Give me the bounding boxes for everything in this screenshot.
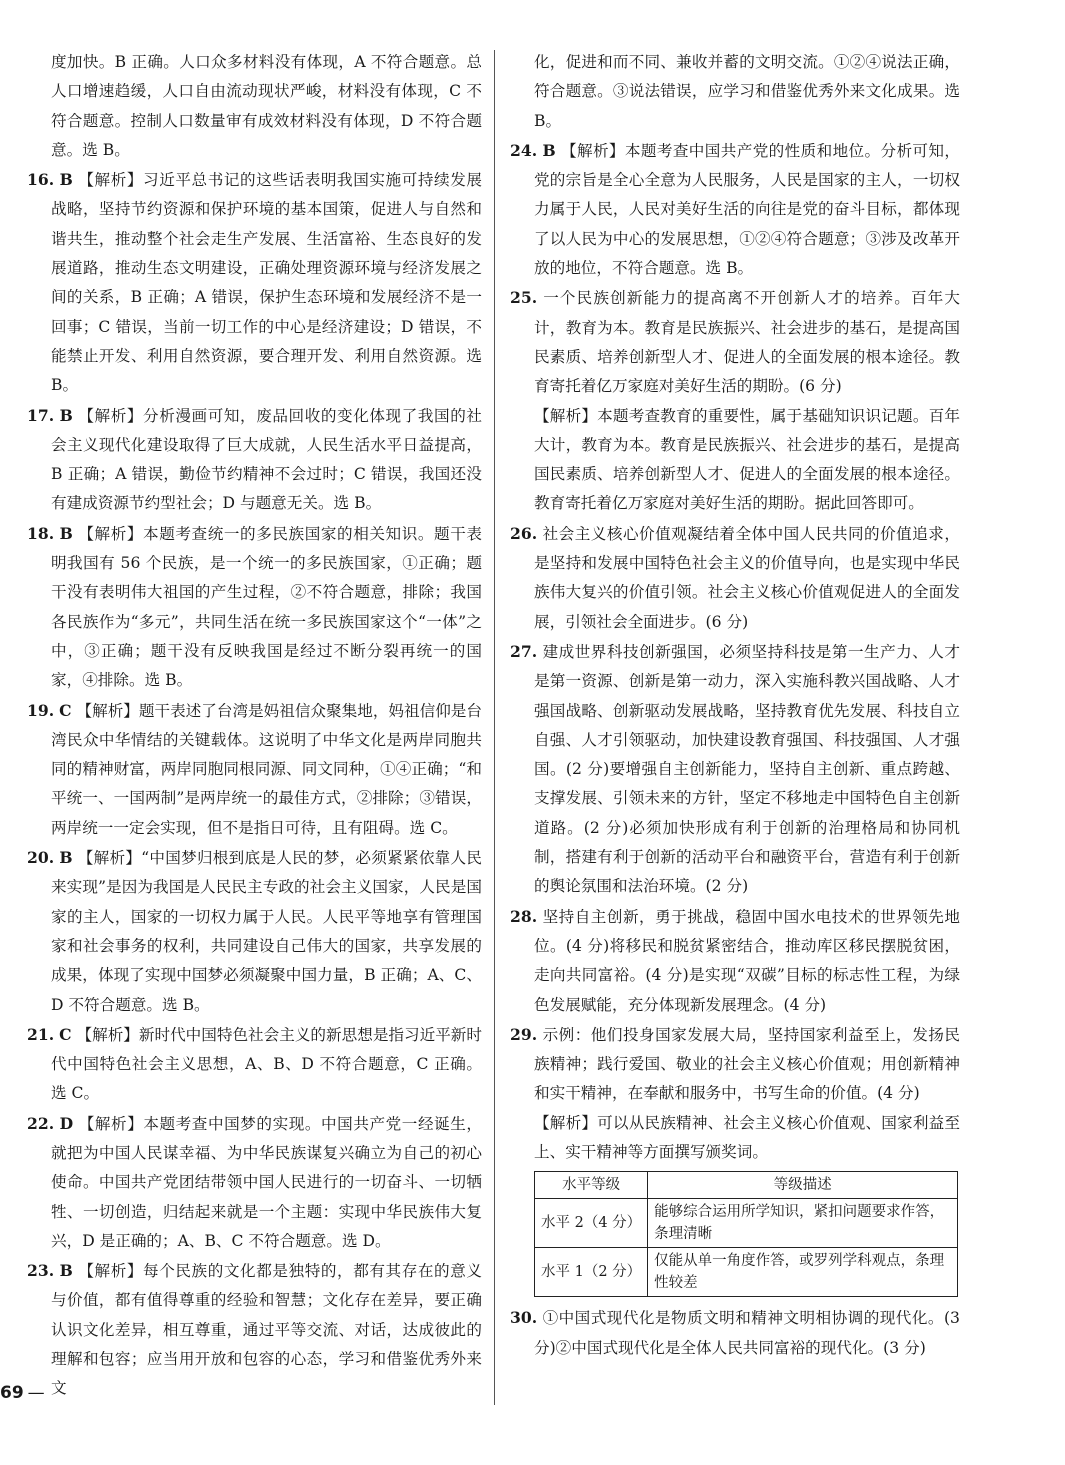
column-divider <box>494 50 495 1405</box>
answer-item: 17. B 【解析】分析漫画可知，废品回收的变化体现了我国的社会主义现代化建设取得了巨大成就，人民生活水平日益提高，B 正确；A 错误，勤俭节约精神不会过时；C 错误，我国还没有建成资源节约型社会；D 与题意无关。选 B。 <box>27 405 482 513</box>
answer-item: 19. C 【解析】题干表述了台湾是妈祖信众聚集地，妈祖信仰是台湾民众中华情结的关键载体。这说明了中华文化是两岸同胞共同的精神财富，两岸同胞同根同源、同文同种，①④正确；“和平统一、一国两制”是两岸统一的最佳方式，②排除；③错误，两岸统一一定会实现，但不是指日可待，且有阻碍。选 C。 <box>27 700 482 837</box>
table-header: 水平等级 <box>535 1172 648 1199</box>
table-cell-desc: 能够综合运用所学知识，紧扣问题要求作答，条理清晰 <box>648 1199 958 1248</box>
page-footer <box>0 1383 45 1403</box>
table-row <box>535 1199 958 1248</box>
analysis-25: 【解析】本题考查教育的重要性，属于基础知识识记题。百年大计，教育为本。教育是民族振兴、社会进步的基石，是提高国民素质、培养创新型人才、促进人的全面发展的根本途径。教育寄托着亿万家庭对美好生活的期盼。据此回答即可。 <box>534 406 960 513</box>
table-header-row <box>535 1172 958 1199</box>
left-column <box>27 48 482 1404</box>
answer-item-30: 30. ①中国式现代化是物质文明和精神文明相协调的现代化。(3 分)②中国式现代化是全体人民共同富裕的现代化。(3 分) <box>510 1308 960 1357</box>
right-column <box>510 48 960 1363</box>
table-cell-desc: 仅能从单一角度作答，或罗列学科观点，条理性较差 <box>648 1248 958 1297</box>
table-cell-level: 水平 1（2 分） <box>535 1248 648 1297</box>
answer-item: 22. D 【解析】本题考查中国梦的实现。中国共产党一经诞生，就把为中国人民谋幸福、为中华民族谋复兴确立为自己的初心使命。中国共产党团结带领中国人民进行的一切奋斗、一切牺牲、一切创造，归结起来就是一个主题：实现中华民族伟大复兴，D 是正确的；A、B、C 不符合题意。选 D。 <box>27 1113 482 1250</box>
answer-item: 20. B 【解析】“中国梦归根到底是人民的梦，必须紧紧依靠人民来实现”是因为我国是人民民主专政的社会主义国家，人民是国家的主人，国家的一切权力属于人民。人民平等地享有管理国家和社会事务的权利，共同建设自己伟大的国家，共享发展的成果，体现了实现中国梦必须凝聚中国力量，B 正确；A、C、D 不符合题意。选 B。 <box>27 848 482 1014</box>
answer-item: 21. C 【解析】新时代中国特色社会主义的新思想是指习近平新时代中国特色社会主义思想，A、B、D 不符合题意，C 正确。选 C。 <box>27 1024 482 1103</box>
left-continuation: 度加快。B 正确。人口众多材料没有体现，A 不符合题意。总人口增速趋缓，人口自由流动现状严峻，材料没有体现，C 不符合题意。控制人口数量审有成效材料没有体现，D 不符合题意。选 B。 <box>51 53 482 159</box>
answer-item-24: 24. B 【解析】本题考查中国共产党的性质和地位。分析可知，党的宗旨是全心全意为人民服务，人民是国家的主人，一切权力属于人民，人民对美好生活的向往是党的奋斗目标，都体现了以人民为中心的发展思想，①②④符合题意；③涉及改革开放的地位，不符合题意。选 B。 <box>510 140 960 278</box>
table-header: 等级描述 <box>648 1172 958 1199</box>
answer-item: 16. B 【解析】习近平总书记的这些话表明我国实施可持续发展战略，坚持节约资源和保护环境的基本国策，促进人与自然和谐共生，推动整个社会走生产发展、生活富裕、生态良好的发展道路，推动生态文明建设，正确处理资源环境与经济发展之间的关系，B 正确；A 错误，保护生态环境和发展经济不是一回事；C 错误，当前一切工作的中心是经济建设；D 错误，不能禁止开发、利用自然资源，要合理开发、利用自然资源。选 B。 <box>27 170 482 395</box>
page-number: 69 <box>0 1383 24 1403</box>
answer-item-27: 27. 建成世界科技创新强国，必须坚持科技是第一生产力、人才是第一资源、创新是第一动力，深入实施科教兴国战略、人才强国战略、创新驱动发展战略，坚持教育优先发展、科技自立自强、人才引领驱动，加快建设教育强国、科技强国、人才强国。(2 分)要增强自主创新能力，坚持自主创新、重点跨越、支撑发展、引领未来的方针，坚定不移地走中国特色自主创新道路。(2 分)必须加快形成有利于创新的治理格局和协同机制，搭建有利于创新的活动平台和融资平台，营造有利于创新的舆论氛围和法治环境。(2 分) <box>510 641 960 896</box>
answer-item: 23. B 【解析】每个民族的文化都是独特的，都有其存在的意义与价值，都有值得尊重的经验和智慧；文化存在差异，要正确认识文化差异，相互尊重，通过平等交流、对话，达成彼此的理解和包容；应当用开放和包容的心态，学习和借鉴优秀外来文 <box>27 1261 482 1398</box>
answer-item: 18. B 【解析】本题考查统一的多民族国家的相关知识。题干表明我国有 56 个民族，是一个统一的多民族国家，①正确；题干没有表明伟大祖国的产生过程，②不符合题意，排除；我国各民族作为“多元”，共同生活在统一多民族国家这个“一体”之中，③正确；题干没有反映我国是经过不断分裂再统一的国家，④排除。选 B。 <box>27 523 482 690</box>
right-continuation: 化，促进和而不同、兼收并蓄的文明交流。①②④说法正确，符合题意。③说法错误，应学习和借鉴优秀外来文化成果。选 B。 <box>534 53 960 130</box>
table-row <box>535 1248 958 1297</box>
left-items <box>27 165 482 1403</box>
analysis-29: 【解析】可以从民族精神、社会主义核心价值观、国家利益至上、实干精神等方面撰写颁奖词。 <box>534 1113 960 1161</box>
answer-item-29: 29. 示例：他们投身国家发展大局，坚持国家利益至上，发扬民族精神；践行爱国、敬业的社会主义核心价值观；用创新精神和实干精神，在奉献和服务中，书写生命的价值。(4 分) <box>510 1024 960 1103</box>
footer-dash: — <box>27 1383 45 1403</box>
answer-item-26: 26. 社会主义核心价值观凝结着全体中国人民共同的价值追求，是坚持和发展中国特色社会主义的价值导向，也是实现中华民族伟大复兴的价值引领。社会主义核心价值观促进人的全面发展，引领社会全面进步。(6 分) <box>510 523 960 631</box>
answer-item-28: 28. 坚持自主创新，勇于挑战，稳固中国水电技术的世界领先地位。(4 分)将移民和脱贫紧密结合，推动库区移民摆脱贫困，走向共同富裕。(4 分)是实现“双碳”目标的标志性工程，为绿色发展赋能，充分体现新发展理念。(4 分) <box>510 906 960 1014</box>
grading-table <box>534 1171 958 1297</box>
table-cell-level: 水平 2（4 分） <box>535 1199 648 1248</box>
answer-item-25: 25. 一个民族创新能力的提高离不开创新人才的培养。百年大计，教育为本。教育是民族振兴、社会进步的基石，是提高国民素质、培养创新型人才、促进人的全面发展的根本途径。教育寄托着亿万家庭对美好生活的期盼。(6 分) <box>510 288 960 396</box>
